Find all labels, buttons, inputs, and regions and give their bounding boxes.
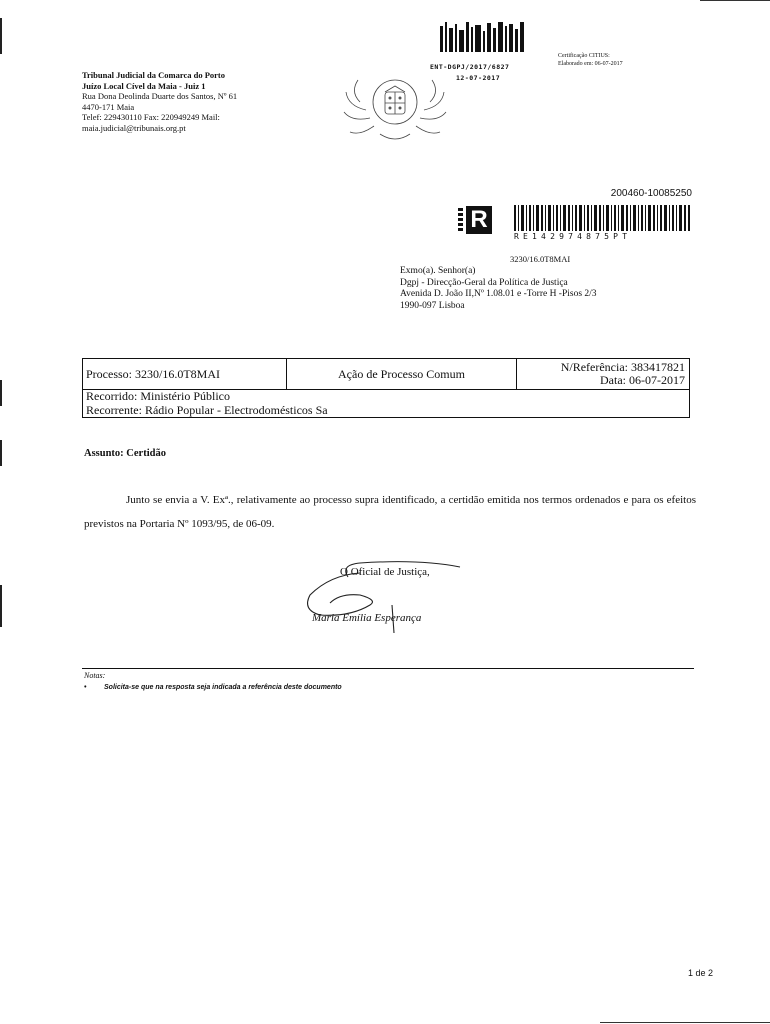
registered-logo-icon — [458, 206, 494, 234]
notes-bullet: • — [84, 684, 87, 691]
sender-block — [82, 70, 237, 133]
process-date: Data: 06-07-2017 — [600, 373, 685, 387]
recipient-block — [400, 266, 597, 312]
entry-stamp-number: ENT-DGPJ/2017/6827 — [430, 63, 510, 71]
process-number: Processo: 3230/16.0T8MAI — [83, 359, 287, 390]
page-number: 1 de 2 — [688, 968, 714, 978]
entry-stamp-date: 12-07-2017 — [456, 74, 501, 82]
recipient-address: Avenida D. João II,Nº 1.08.01 e -Torre H -Pisos 2/3 — [400, 289, 597, 299]
entry-stamp — [430, 62, 509, 84]
scan-bottom-line — [600, 1022, 770, 1023]
process-reference-cell — [517, 359, 689, 390]
scan-edge-mark — [0, 380, 2, 406]
signature-name: Maria Emília Esperança — [312, 612, 422, 624]
sender-email: maia.judicial@tribunais.org.pt — [82, 122, 186, 133]
notes-item — [84, 684, 342, 691]
process-table-row — [83, 359, 689, 390]
registered-barcode — [514, 205, 690, 231]
body-paragraph: Junto se envia a V. Exª., relativamente ao processo supra identificado, a certidão emitida nos termos ordenados e para os efeitos previstos na Portaria Nº 1093/95, de 06-09. — [84, 494, 696, 530]
certification-label: Certificação CITIUS: — [558, 53, 610, 59]
registered-id: 200460-10085250 — [610, 188, 692, 199]
recipient-postcode: 1990-097 Lisboa — [400, 300, 465, 311]
process-appellant: Recorrente: Rádio Popular - Electrodomésticos Sa — [86, 403, 328, 417]
recipient-salutation: Exmo(a). Senhor(a) — [400, 266, 476, 276]
notes-text: Solicita-se que na resposta seja indicada a referência deste documento — [104, 684, 342, 691]
recipient-organization: Dgpj - Direcção-Geral da Política de Justiça — [400, 277, 568, 288]
sender-judge: Juízo Local Cível da Maia - Juiz 1 — [82, 80, 206, 91]
process-reference: N/Referência: 383417821 — [560, 360, 685, 374]
certification-block — [558, 52, 623, 68]
scan-edge-mark — [0, 585, 2, 627]
registered-logo-letter: R — [466, 206, 492, 234]
process-table — [82, 358, 690, 418]
entry-barcode — [440, 22, 524, 52]
signature-role: O Oficial de Justiça, — [340, 566, 430, 578]
subject-line: Assunto: Certidão — [84, 448, 166, 459]
scan-top-line — [700, 0, 770, 1]
scan-edge-mark — [0, 440, 2, 466]
notes-title: Notas: — [84, 671, 106, 680]
process-action: Ação de Processo Comum — [287, 359, 517, 390]
certification-date: Elaborado em: 06-07-2017 — [558, 61, 623, 67]
scan-edge-mark — [0, 18, 2, 54]
process-parties — [86, 389, 328, 417]
sender-court: Tribunal Judicial da Comarca do Porto — [82, 70, 226, 80]
registered-code: RE142974875PT — [514, 232, 632, 241]
sender-contacts: Telef: 229430110 Fax: 220949249 Mail: — [82, 112, 220, 122]
sender-address: Rua Dona Deolinda Duarte dos Santos, Nº 61 — [82, 91, 238, 101]
process-respondent: Recorrido: Ministério Público — [86, 389, 230, 403]
sender-postcode: 4470-171 Maia — [82, 101, 135, 112]
recipient-reference: 3230/16.0T8MAI — [510, 254, 571, 264]
notes-divider — [82, 668, 694, 669]
